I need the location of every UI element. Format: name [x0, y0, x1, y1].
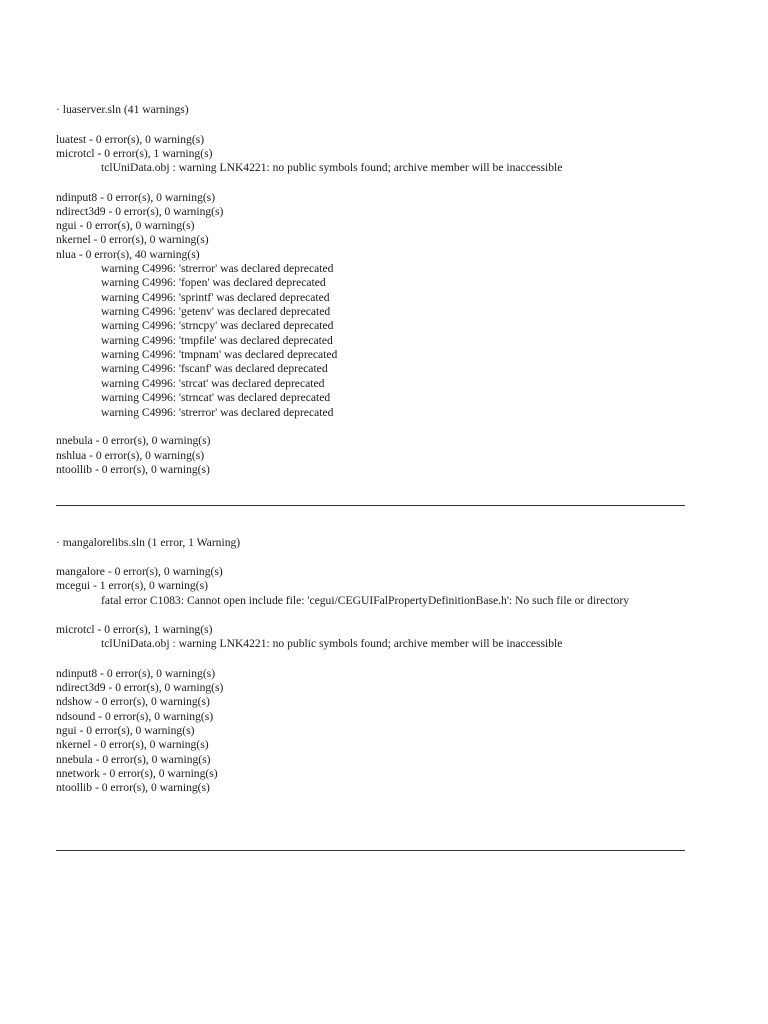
project-line-ndsound: ndsound - 0 error(s), 0 warning(s) [56, 710, 214, 723]
error-detail-c1083: fatal error C1083: Cannot open include file: 'cegui/CEGUIFalPropertyDefinitionBase.h': No such file or directory [101, 594, 630, 607]
warning-line: warning C4996: 'strerror' was declared deprecated [101, 406, 334, 419]
project-line-ngui: ngui - 0 error(s), 0 warning(s) [56, 219, 195, 232]
project-line-mcegui: mcegui - 1 error(s), 0 warning(s) [56, 579, 208, 592]
project-line-ndirect3d9: ndirect3d9 - 0 error(s), 0 warning(s) [56, 205, 224, 218]
project-line-ngui: ngui - 0 error(s), 0 warning(s) [56, 724, 195, 737]
project-line-ntoollib: ntoollib - 0 error(s), 0 warning(s) [56, 463, 210, 476]
project-line-nkernel: nkernel - 0 error(s), 0 warning(s) [56, 233, 209, 246]
project-line-luatest: luatest - 0 error(s), 0 warning(s) [56, 133, 205, 146]
warning-detail-lnk4221: tclUniData.obj : warning LNK4221: no public symbols found; archive member will be inaccessible [101, 637, 563, 650]
warning-line: warning C4996: 'tmpnam' was declared deprecated [101, 348, 338, 361]
project-line-ndinput8: ndinput8 - 0 error(s), 0 warning(s) [56, 191, 216, 204]
warning-detail-lnk4221: tclUniData.obj : warning LNK4221: no public symbols found; archive member will be inaccessible [101, 161, 563, 174]
warning-line: warning C4996: 'strncpy' was declared deprecated [101, 319, 334, 332]
project-line-ntoollib: ntoollib - 0 error(s), 0 warning(s) [56, 781, 210, 794]
project-line-nshlua: nshlua - 0 error(s), 0 warning(s) [56, 449, 205, 462]
project-line-nnebula: nnebula - 0 error(s), 0 warning(s) [56, 753, 211, 766]
section2-header: · mangalorelibs.sln (1 error, 1 Warning) [56, 536, 241, 549]
project-line-nnebula: nnebula - 0 error(s), 0 warning(s) [56, 434, 211, 447]
section-divider [56, 850, 685, 851]
warning-line: warning C4996: 'fopen' was declared deprecated [101, 276, 326, 289]
warning-line: warning C4996: 'strerror' was declared deprecated [101, 262, 334, 275]
warning-line: warning C4996: 'getenv' was declared deprecated [101, 305, 331, 318]
warning-line: warning C4996: 'fscanf' was declared deprecated [101, 362, 328, 375]
project-line-microtcl: microtcl - 0 error(s), 1 warning(s) [56, 623, 213, 636]
project-line-nlua: nlua - 0 error(s), 40 warning(s) [56, 248, 200, 261]
warning-line: warning C4996: 'tmpfile' was declared deprecated [101, 334, 333, 347]
project-line-nkernel: nkernel - 0 error(s), 0 warning(s) [56, 738, 209, 751]
section1-header: · luaserver.sln (41 warnings) [56, 103, 189, 116]
project-line-ndshow: ndshow - 0 error(s), 0 warning(s) [56, 695, 210, 708]
project-line-ndirect3d9: ndirect3d9 - 0 error(s), 0 warning(s) [56, 681, 224, 694]
warning-line: warning C4996: 'strcat' was declared deprecated [101, 377, 325, 390]
project-line-nnetwork: nnetwork - 0 error(s), 0 warning(s) [56, 767, 218, 780]
warning-line: warning C4996: 'strncat' was declared deprecated [101, 391, 331, 404]
warning-line: warning C4996: 'sprintf' was declared deprecated [101, 291, 330, 304]
section-divider [56, 505, 685, 506]
project-line-ndinput8: ndinput8 - 0 error(s), 0 warning(s) [56, 667, 216, 680]
project-line-mangalore: mangalore - 0 error(s), 0 warning(s) [56, 565, 223, 578]
project-line-microtcl: microtcl - 0 error(s), 1 warning(s) [56, 147, 213, 160]
